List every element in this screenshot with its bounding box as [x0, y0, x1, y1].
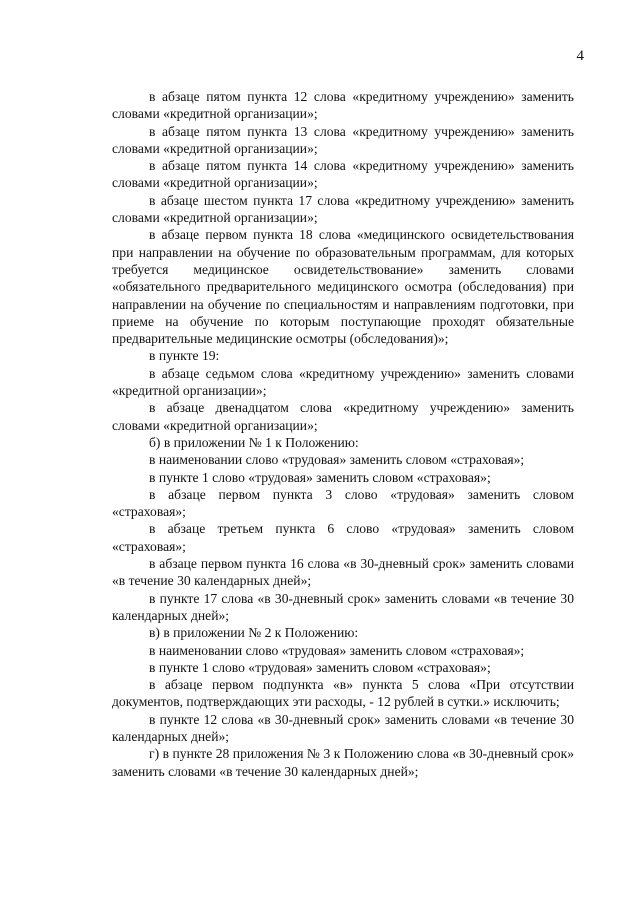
paragraph: в абзаце первом подпункта «в» пункта 5 слова «При отсутствии документов, подтверждающих эти расходы, - 12 рублей в сутки.» исключить;	[112, 677, 574, 710]
paragraph: б) в приложении № 1 к Положению:	[149, 434, 359, 450]
paragraph: в абзаце седьмом слова «кредитному учреждению» заменить словами «кредитной организации»;	[112, 365, 574, 399]
document-body	[112, 88, 574, 780]
paragraph: в пункте 19:	[149, 348, 220, 364]
paragraph: в абзаце пятом пункта 12 слова «кредитному учреждению» заменить словами «кредитной организации»;	[112, 89, 574, 122]
paragraph: в наименовании слово «трудовая» заменить словом «страховая»;	[149, 642, 525, 658]
paragraph: в пункте 1 слово «трудовая» заменить словом «страховая»;	[149, 469, 491, 485]
paragraph: в пункте 17 слова «в 30-дневный срок» заменить словами «в течение 30 календарных дней»;	[112, 590, 574, 623]
paragraph: в абзаце третьем пункта 6 слово «трудовая» заменить словом «страховая»;	[112, 521, 574, 554]
page-number: 4	[576, 48, 584, 64]
paragraph: в пункте 1 слово «трудовая» заменить словом «страховая»;	[149, 659, 491, 675]
paragraph: в абзаце первом пункта 3 слово «трудовая» заменить словом «страховая»;	[112, 486, 574, 520]
paragraph: в абзаце двенадцатом слова «кредитному учреждению» заменить словами «кредитной организации»;	[112, 400, 574, 433]
paragraph: в наименовании слово «трудовая» заменить словом «страховая»;	[149, 452, 525, 468]
paragraph: в пункте 12 слова «в 30-дневный срок» заменить словами «в течение 30 календарных дней»;	[112, 711, 574, 744]
paragraph: в) в приложении № 2 к Положению:	[149, 625, 359, 641]
paragraph: в абзаце пятом пункта 13 слова «кредитному учреждению» заменить словами «кредитной организации»;	[112, 123, 574, 156]
paragraph: в абзаце первом пункта 16 слова «в 30-дневный срок» заменить словами «в течение 30 календарных дней»;	[112, 556, 574, 589]
paragraph: в абзаце первом пункта 18 слова «медицинского освидетельствования при направлении на обучение по образовательным программам, для которых требуется медицинское освидетельствование» заменить словами «обязательного предварительного медицинского осмотра (обследования) при направлении на обучение по специальностям и направлениям подготовки, при приеме на обучение по которым поступающие проходят обязательные предварительные медицинские осмотры (обследования)»;	[112, 227, 574, 347]
paragraph: в абзаце шестом пункта 17 слова «кредитному учреждению» заменить словами «кредитной организации»;	[112, 192, 574, 226]
paragraph: г) в пункте 28 приложения № 3 к Положению слова «в 30-дневный срок» заменить словами «в течение 30 календарных дней»;	[112, 746, 574, 779]
paragraph: в абзаце пятом пункта 14 слова «кредитному учреждению» заменить словами «кредитной организации»;	[112, 158, 574, 191]
